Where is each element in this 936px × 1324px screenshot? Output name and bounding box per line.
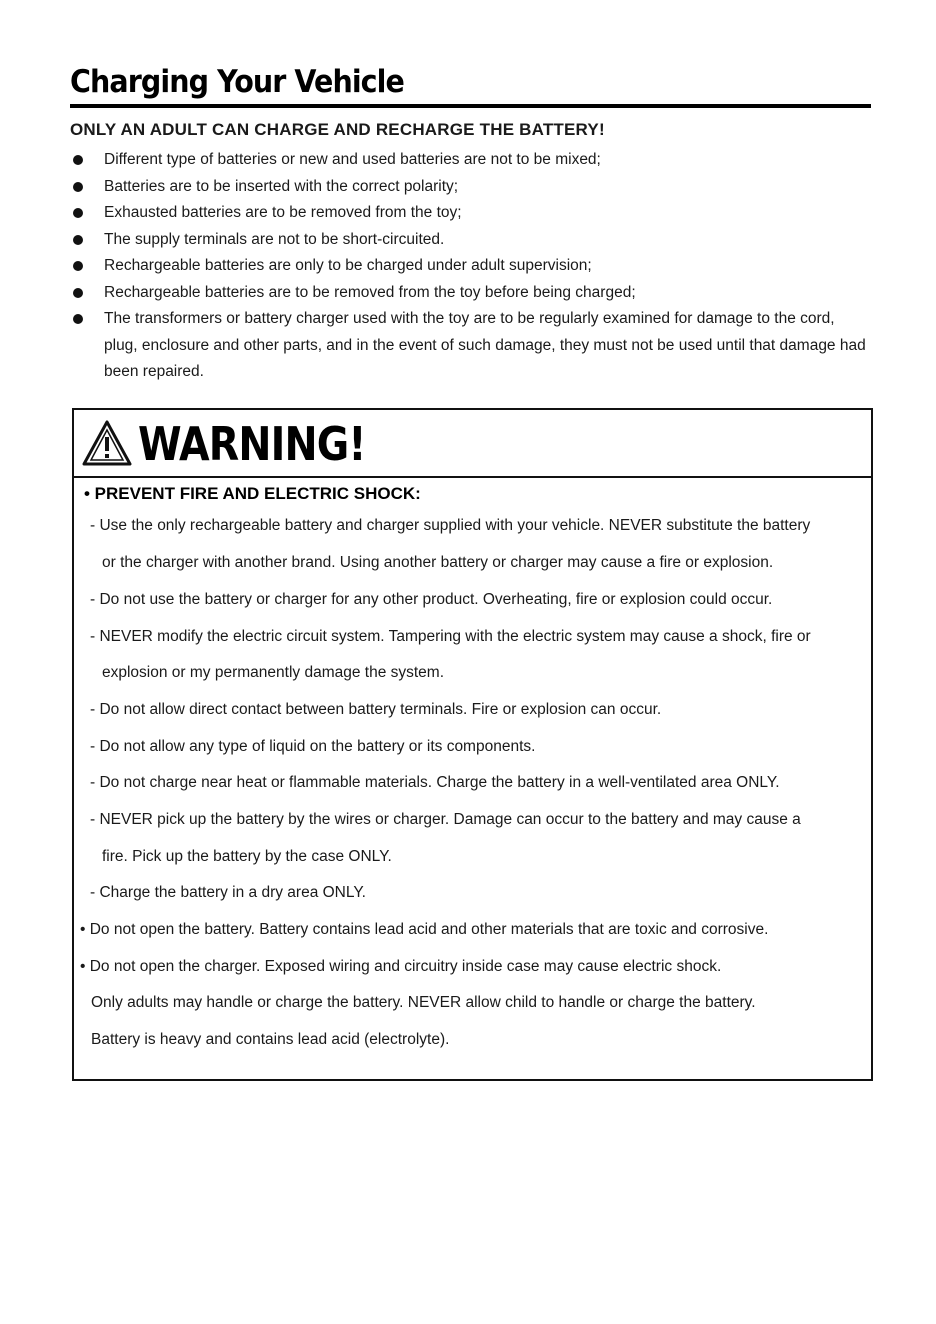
list-item: Exhausted batteries are to be removed from the toy;	[70, 200, 870, 227]
warning-header	[74, 410, 871, 478]
page-title: Charging Your Vehicle	[70, 64, 404, 100]
bullet-icon	[73, 155, 83, 165]
bullet-icon	[73, 182, 83, 192]
prevent-fire-heading: • PREVENT FIRE AND ELECTRIC SHOCK:	[84, 484, 421, 503]
warning-line: - Do not charge near heat or flammable materials. Charge the battery in a well-ventilated area ONLY.	[90, 774, 780, 791]
bullet-icon	[73, 261, 83, 271]
bullet-icon	[73, 288, 83, 298]
warning-line: - NEVER pick up the battery by the wires or charger. Damage can occur to the battery and may cause a	[90, 811, 801, 828]
list-item: The transformers or battery charger used with the toy are to be regularly examined for damage to the cord, plug, enclosure and other parts, and in the event of such damage, they must not be used until that damage had been repaired.	[70, 306, 870, 386]
warning-line: - Use the only rechargeable battery and charger supplied with your vehicle. NEVER substitute the battery	[90, 517, 811, 534]
warning-line: Only adults may handle or charge the battery. NEVER allow child to handle or charge the battery.	[91, 994, 756, 1011]
list-item: Different type of batteries or new and used batteries are not to be mixed;	[70, 147, 870, 174]
list-item: The supply terminals are not to be short-circuited.	[70, 227, 870, 254]
adult-only-subheading: ONLY AN ADULT CAN CHARGE AND RECHARGE THE BATTERY!	[70, 120, 605, 139]
warning-line: explosion or my permanently damage the system.	[102, 664, 445, 681]
bullet-icon	[73, 235, 83, 245]
warning-title: WARNING!	[138, 417, 366, 471]
warning-line: fire. Pick up the battery by the case ONLY.	[102, 848, 392, 865]
battery-rules-list	[70, 147, 870, 386]
warning-line: Battery is heavy and contains lead acid (electrolyte).	[91, 1031, 450, 1048]
list-item: Rechargeable batteries are to be removed from the toy before being charged;	[70, 280, 870, 307]
warning-line: - Do not use the battery or charger for any other product. Overheating, fire or explosion could occur.	[90, 591, 773, 608]
warning-line: - Do not allow any type of liquid on the battery or its components.	[90, 738, 536, 755]
warning-line: - NEVER modify the electric circuit system. Tampering with the electric system may cause a shock, fire or	[90, 628, 811, 645]
warning-line: - Do not allow direct contact between battery terminals. Fire or explosion can occur.	[90, 701, 662, 718]
warning-triangle-icon	[82, 420, 132, 466]
warning-line: - Charge the battery in a dry area ONLY.	[90, 884, 366, 901]
warning-line: or the charger with another brand. Using another battery or charger may cause a fire or explosion.	[102, 554, 774, 571]
warning-box	[72, 408, 873, 1081]
warning-line: • Do not open the charger. Exposed wiring and circuitry inside case may cause electric shock.	[80, 958, 722, 975]
bullet-icon	[73, 208, 83, 218]
bullet-icon	[73, 314, 83, 324]
title-underline	[70, 104, 871, 108]
list-item: Batteries are to be inserted with the correct polarity;	[70, 174, 870, 201]
warning-line: • Do not open the battery. Battery contains lead acid and other materials that are toxic and corrosive.	[80, 921, 769, 938]
list-item: Rechargeable batteries are only to be charged under adult supervision;	[70, 253, 870, 280]
